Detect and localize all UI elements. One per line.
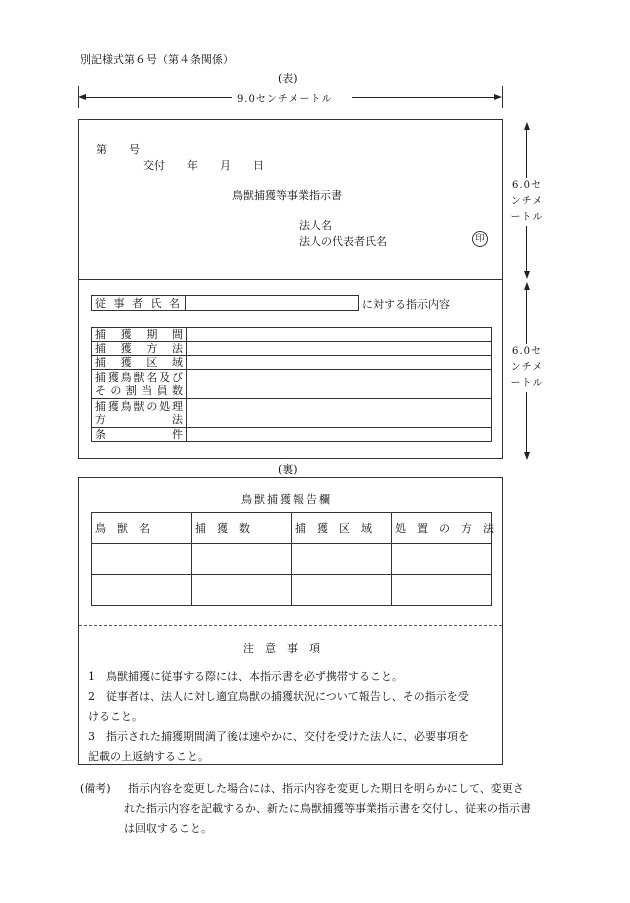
worker-name-field[interactable] bbox=[186, 296, 359, 311]
remarks-line: 指示内容を変更した場合には、指示内容を変更した期日を明らかにして、変更さ bbox=[128, 782, 524, 795]
instruction-title: 鳥獣捕獲等事業指示書 bbox=[232, 189, 342, 202]
note-line: 2 従事者は、法人に対し適宜鳥獣の捕獲状況について報告し、その指示を受 bbox=[88, 690, 469, 703]
notes-list bbox=[88, 667, 469, 767]
section-divider bbox=[79, 279, 502, 280]
note-line: 記載の上返納すること。 bbox=[88, 750, 209, 763]
table-cell[interactable] bbox=[192, 544, 292, 575]
width-dimension: 9.0センチメートル bbox=[237, 94, 333, 105]
item-label: その割当員数 bbox=[95, 384, 183, 397]
item-label: 捕獲期間 bbox=[95, 328, 183, 341]
item-value[interactable] bbox=[187, 342, 492, 356]
item-label: 捕獲区域 bbox=[95, 356, 183, 369]
front-label: (表) bbox=[278, 72, 298, 85]
item-label: 捕獲鳥獣名及び bbox=[95, 371, 183, 384]
item-value[interactable] bbox=[187, 399, 492, 428]
item-value[interactable] bbox=[187, 428, 492, 442]
report-title: 鳥獣捕獲報告欄 bbox=[241, 493, 332, 506]
note-line: けること。 bbox=[88, 710, 143, 723]
seal-mark: 印 bbox=[472, 231, 488, 247]
arrowhead-right-icon bbox=[494, 92, 502, 102]
note-line: 1 鳥獣捕獲に従事する際には、本指示書を必ず携帯すること。 bbox=[88, 670, 403, 683]
height-dimension-lower: 6.0セ ンチメ ートル bbox=[504, 344, 550, 392]
arrowhead-down-icon bbox=[522, 271, 532, 279]
arrowhead-left-icon bbox=[78, 92, 86, 102]
note-line: 3 指示された捕獲期間満了後は速やかに、交付を受けた法人に、必要事項を bbox=[88, 730, 469, 743]
cut-line bbox=[79, 625, 502, 626]
rep-name-label: 法人の代表者氏名 bbox=[299, 235, 387, 248]
table-row bbox=[92, 356, 492, 370]
column-header: 鳥 獣 名 bbox=[92, 513, 192, 544]
report-table bbox=[91, 512, 492, 606]
item-value[interactable] bbox=[187, 328, 492, 342]
notes-title: 注 意 事 項 bbox=[243, 642, 320, 655]
instruction-items-table bbox=[91, 327, 492, 442]
table-row bbox=[92, 575, 492, 606]
table-cell[interactable] bbox=[92, 575, 192, 606]
remarks-label: (備考) bbox=[80, 782, 111, 795]
item-value[interactable] bbox=[187, 356, 492, 370]
table-cell[interactable] bbox=[392, 544, 492, 575]
corp-name-label: 法人名 bbox=[299, 219, 332, 232]
worker-name-table bbox=[91, 295, 359, 311]
item-label: 捕獲方法 bbox=[95, 342, 183, 355]
table-cell[interactable] bbox=[192, 575, 292, 606]
remarks-line: は回収すること。 bbox=[124, 822, 212, 835]
column-header: 捕 獲 区 域 bbox=[292, 513, 392, 544]
table-row bbox=[92, 342, 492, 356]
remarks-line: れた指示内容を記載するか、新たに鳥獣捕獲等事業指示書を交付し、従来の指示書 bbox=[124, 802, 531, 815]
table-cell[interactable] bbox=[292, 544, 392, 575]
item-label-split: 方 法 bbox=[95, 413, 183, 426]
dimension-tick-right bbox=[502, 86, 503, 108]
table-cell[interactable] bbox=[292, 575, 392, 606]
table-row bbox=[92, 428, 492, 442]
instruction-suffix: に対する指示内容 bbox=[362, 298, 450, 311]
column-header: 処 置 の 方 法 bbox=[392, 513, 492, 544]
arrowhead-up-icon bbox=[522, 122, 532, 130]
arrowhead-down-icon bbox=[522, 452, 532, 460]
remarks-text bbox=[124, 779, 531, 839]
worker-name-label: 従 事 者 氏 名 bbox=[92, 296, 186, 311]
dimension-arrow-left bbox=[82, 97, 232, 98]
table-row bbox=[92, 399, 492, 428]
item-label: 条件 bbox=[95, 428, 183, 441]
height-dimension-upper: 6.0セ ンチメ ートル bbox=[504, 178, 550, 226]
number-label: 第 号 bbox=[96, 143, 140, 156]
table-cell[interactable] bbox=[392, 575, 492, 606]
table-row bbox=[92, 370, 492, 399]
table-cell[interactable] bbox=[92, 544, 192, 575]
arrowhead-up-icon bbox=[522, 282, 532, 290]
issue-date: 交付 年 月 日 bbox=[143, 159, 264, 172]
table-header-row bbox=[92, 513, 492, 544]
back-label: (裏) bbox=[278, 463, 298, 476]
item-value[interactable] bbox=[187, 370, 492, 399]
form-id: 別記様式第６号（第４条関係） bbox=[80, 53, 234, 66]
table-row bbox=[92, 328, 492, 342]
table-row bbox=[92, 544, 492, 575]
dimension-arrow-right bbox=[352, 97, 498, 98]
column-header: 捕 獲 数 bbox=[192, 513, 292, 544]
item-label: 捕獲鳥獣の処理 bbox=[95, 400, 183, 413]
